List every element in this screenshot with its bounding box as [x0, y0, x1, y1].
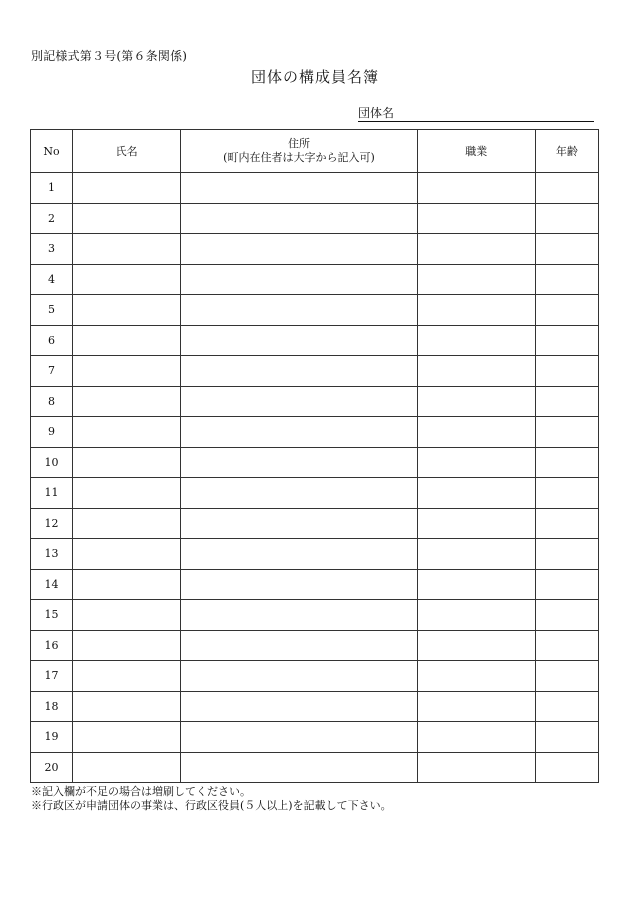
- name-cell[interactable]: [73, 356, 181, 387]
- row-number-cell: 20: [31, 752, 73, 783]
- name-cell[interactable]: [73, 478, 181, 509]
- table-row: [31, 234, 599, 265]
- row-number-cell: 9: [31, 417, 73, 448]
- row-number-cell: 1: [31, 173, 73, 204]
- table-row: [31, 173, 599, 204]
- address-cell[interactable]: [181, 325, 417, 356]
- row-number-cell: 14: [31, 569, 73, 600]
- table-row: [31, 447, 599, 478]
- age-cell[interactable]: [535, 325, 598, 356]
- row-number-cell: 4: [31, 264, 73, 295]
- table-row: [31, 295, 599, 326]
- name-cell[interactable]: [73, 203, 181, 234]
- address-cell[interactable]: [181, 478, 417, 509]
- row-number-cell: 15: [31, 600, 73, 631]
- name-cell[interactable]: [73, 325, 181, 356]
- row-number-cell: 16: [31, 630, 73, 661]
- column-header-no: No: [31, 130, 73, 173]
- occupation-cell[interactable]: [417, 508, 535, 539]
- age-cell[interactable]: [535, 386, 598, 417]
- address-cell[interactable]: [181, 600, 417, 631]
- name-cell[interactable]: [73, 173, 181, 204]
- address-cell[interactable]: [181, 569, 417, 600]
- occupation-cell[interactable]: [417, 386, 535, 417]
- table-row: [31, 203, 599, 234]
- name-cell[interactable]: [73, 295, 181, 326]
- table-row: [31, 630, 599, 661]
- form-label: 別記様式第３号(第６条関係): [31, 49, 188, 63]
- name-cell[interactable]: [73, 508, 181, 539]
- name-cell[interactable]: [73, 234, 181, 265]
- name-cell[interactable]: [73, 630, 181, 661]
- table-row: [31, 478, 599, 509]
- address-header-label: 住所: [287, 137, 310, 150]
- address-cell[interactable]: [181, 173, 417, 204]
- occupation-cell[interactable]: [417, 417, 535, 448]
- name-cell[interactable]: [73, 417, 181, 448]
- name-cell[interactable]: [73, 600, 181, 631]
- table-row: [31, 600, 599, 631]
- occupation-cell[interactable]: [417, 325, 535, 356]
- name-cell[interactable]: [73, 661, 181, 692]
- age-cell[interactable]: [535, 478, 598, 509]
- document-title: 団体の構成員名簿: [250, 68, 379, 86]
- name-cell[interactable]: [73, 539, 181, 570]
- address-cell[interactable]: [181, 661, 417, 692]
- age-cell[interactable]: [535, 661, 598, 692]
- occupation-cell[interactable]: [417, 295, 535, 326]
- group-name-label: 団体名: [358, 106, 395, 120]
- age-cell[interactable]: [535, 264, 598, 295]
- table-row: [31, 691, 599, 722]
- table-row: [31, 325, 599, 356]
- age-cell[interactable]: [535, 600, 598, 631]
- note-1: ※記入欄が不足の場合は増刷してください。: [31, 785, 251, 798]
- age-cell[interactable]: [535, 722, 598, 753]
- address-cell[interactable]: [181, 417, 417, 448]
- table-header-row: [31, 130, 599, 173]
- table-row: [31, 661, 599, 692]
- table-row: [31, 752, 599, 783]
- age-cell[interactable]: [535, 203, 598, 234]
- row-number-cell: 5: [31, 295, 73, 326]
- occupation-cell[interactable]: [417, 264, 535, 295]
- address-cell[interactable]: [181, 691, 417, 722]
- address-cell[interactable]: [181, 203, 417, 234]
- row-number-cell: 12: [31, 508, 73, 539]
- age-cell[interactable]: [535, 447, 598, 478]
- name-cell[interactable]: [73, 722, 181, 753]
- address-cell[interactable]: [181, 234, 417, 265]
- group-name-blank[interactable]: [394, 107, 594, 122]
- table-row: [31, 722, 599, 753]
- address-cell[interactable]: [181, 508, 417, 539]
- table-row: [31, 356, 599, 387]
- age-cell[interactable]: [535, 539, 598, 570]
- table-row: [31, 539, 599, 570]
- group-name-field: [358, 104, 594, 122]
- occupation-cell[interactable]: [417, 173, 535, 204]
- row-number-cell: 13: [31, 539, 73, 570]
- table-row: [31, 508, 599, 539]
- address-cell[interactable]: [181, 295, 417, 326]
- row-number-cell: 8: [31, 386, 73, 417]
- occupation-cell[interactable]: [417, 569, 535, 600]
- address-cell[interactable]: [181, 447, 417, 478]
- column-header-name: 氏名: [73, 130, 181, 173]
- column-header-address: [181, 130, 417, 173]
- note-2: ※行政区が申請団体の事業は、行政区役員(５人以上)を記載して下さい。: [31, 799, 392, 812]
- address-cell[interactable]: [181, 722, 417, 753]
- table-row: [31, 264, 599, 295]
- occupation-cell[interactable]: [417, 539, 535, 570]
- occupation-cell[interactable]: [417, 752, 535, 783]
- row-number-cell: 17: [31, 661, 73, 692]
- address-cell[interactable]: [181, 264, 417, 295]
- row-number-cell: 2: [31, 203, 73, 234]
- row-number-cell: 19: [31, 722, 73, 753]
- age-cell[interactable]: [535, 508, 598, 539]
- name-cell[interactable]: [73, 386, 181, 417]
- age-cell[interactable]: [535, 234, 598, 265]
- age-cell[interactable]: [535, 356, 598, 387]
- name-cell[interactable]: [73, 447, 181, 478]
- name-cell[interactable]: [73, 264, 181, 295]
- occupation-cell[interactable]: [417, 203, 535, 234]
- row-number-cell: 6: [31, 325, 73, 356]
- name-cell[interactable]: [73, 691, 181, 722]
- name-cell[interactable]: [73, 752, 181, 783]
- occupation-cell[interactable]: [417, 691, 535, 722]
- column-header-age: 年齢: [535, 130, 598, 173]
- occupation-cell[interactable]: [417, 661, 535, 692]
- age-cell[interactable]: [535, 630, 598, 661]
- address-header-note: (町内在住者は大字から記入可): [223, 151, 375, 164]
- occupation-cell[interactable]: [417, 722, 535, 753]
- occupation-cell[interactable]: [417, 478, 535, 509]
- age-cell[interactable]: [535, 569, 598, 600]
- row-number-cell: 18: [31, 691, 73, 722]
- table-row: [31, 569, 599, 600]
- row-number-cell: 3: [31, 234, 73, 265]
- age-cell[interactable]: [535, 417, 598, 448]
- row-number-cell: 10: [31, 447, 73, 478]
- address-cell[interactable]: [181, 356, 417, 387]
- occupation-cell[interactable]: [417, 356, 535, 387]
- age-cell[interactable]: [535, 295, 598, 326]
- column-header-occupation: 職業: [417, 130, 535, 173]
- name-cell[interactable]: [73, 569, 181, 600]
- row-number-cell: 7: [31, 356, 73, 387]
- table-row: [31, 386, 599, 417]
- address-cell[interactable]: [181, 386, 417, 417]
- address-cell[interactable]: [181, 539, 417, 570]
- age-cell[interactable]: [535, 691, 598, 722]
- address-cell[interactable]: [181, 752, 417, 783]
- age-cell[interactable]: [535, 752, 598, 783]
- occupation-cell[interactable]: [417, 600, 535, 631]
- member-roster-table: [30, 129, 599, 783]
- occupation-cell[interactable]: [417, 447, 535, 478]
- occupation-cell[interactable]: [417, 234, 535, 265]
- notes: [31, 785, 392, 813]
- occupation-cell[interactable]: [417, 630, 535, 661]
- table-row: [31, 417, 599, 448]
- roster-body: [31, 173, 599, 783]
- age-cell[interactable]: [535, 173, 598, 204]
- row-number-cell: 11: [31, 478, 73, 509]
- address-cell[interactable]: [181, 630, 417, 661]
